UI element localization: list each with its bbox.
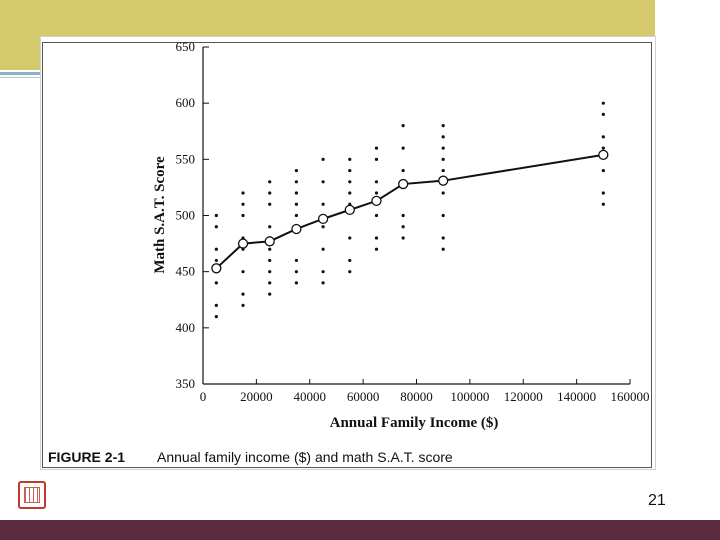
scatter-point [402, 147, 405, 150]
figure-number: FIGURE 2-1 [48, 449, 126, 465]
scatter-point [321, 203, 324, 206]
scatter-point [268, 259, 271, 262]
scatter-point [442, 191, 445, 194]
mean-line-path [216, 155, 603, 268]
scatter-point [442, 124, 445, 127]
scatter-point [348, 236, 351, 239]
scatter-point [375, 214, 378, 217]
scatter-point [215, 225, 218, 228]
scatter-point [602, 135, 605, 138]
x-tick-labels [200, 389, 650, 404]
mean-marker [319, 214, 328, 223]
x-axis-label: Annual Family Income ($) [329, 415, 499, 431]
y-tick-label: 500 [175, 207, 195, 223]
scatter-point [402, 214, 405, 217]
y-tick-label: 650 [175, 39, 195, 54]
scatter-point [215, 315, 218, 318]
scatter-point [241, 203, 244, 206]
y-axis-label: Math S.A.T. Score [152, 156, 168, 274]
y-tick-label: 350 [175, 376, 195, 391]
scatter-point [348, 270, 351, 273]
scatter-point [295, 259, 298, 262]
scatter-point [442, 214, 445, 217]
mean-marker [372, 196, 381, 205]
scatter-point [295, 214, 298, 217]
bottom-bar [0, 520, 720, 540]
scatter-point [295, 180, 298, 183]
scatter-point [602, 102, 605, 105]
y-tick-label: 400 [175, 319, 195, 335]
scatter-point [402, 225, 405, 228]
scatter-point [321, 281, 324, 284]
scatter-point [375, 248, 378, 251]
x-tick-label: 40000 [293, 389, 326, 404]
page-number: 21 [648, 492, 666, 509]
scatter-points [215, 102, 605, 319]
scatter-point [268, 281, 271, 284]
seal-logo-icon [18, 481, 46, 509]
scatter-point [241, 191, 244, 194]
scatter-point [348, 158, 351, 161]
scatter-point [375, 180, 378, 183]
scatter-point [215, 259, 218, 262]
scatter-point [375, 236, 378, 239]
scatter-point [321, 180, 324, 183]
seal-logo-inner [24, 487, 40, 503]
scatter-point [215, 304, 218, 307]
mean-marker [265, 237, 274, 246]
scatter-point [295, 191, 298, 194]
scatter-point [321, 225, 324, 228]
scatter-point [375, 158, 378, 161]
x-tick-label: 160000 [610, 389, 650, 404]
scatter-point [402, 236, 405, 239]
scatter-point [241, 293, 244, 296]
scatter-point [321, 270, 324, 273]
scatter-point [295, 281, 298, 284]
scatter-point [375, 191, 378, 194]
caption-text: Annual family income ($) and math S.A.T. score [157, 449, 453, 465]
scatter-point [442, 135, 445, 138]
mean-line [212, 150, 608, 272]
scatter-point [268, 191, 271, 194]
scatter-point [268, 180, 271, 183]
mean-marker [345, 205, 354, 214]
scatter-point [268, 248, 271, 251]
mean-marker [292, 224, 301, 233]
scatter-point [348, 191, 351, 194]
scatter-point [241, 304, 244, 307]
scatter-point [375, 147, 378, 150]
scatter-point [215, 214, 218, 217]
y-tick-label: 600 [175, 95, 195, 111]
y-tick-labels [176, 39, 196, 391]
chart-axes [203, 47, 630, 384]
x-tick-label: 120000 [503, 389, 543, 404]
scatter-point [241, 214, 244, 217]
scatter-point [268, 270, 271, 273]
scatter-point [295, 270, 298, 273]
y-tick-label: 450 [175, 263, 195, 279]
x-tick-label: 80000 [400, 389, 433, 404]
x-tick-label: 60000 [346, 389, 380, 404]
mean-marker [439, 176, 448, 185]
figure-caption [48, 449, 453, 465]
scatter-point [268, 203, 271, 206]
x-tick-label: 100000 [450, 389, 490, 404]
x-tick-label: 0 [199, 389, 207, 404]
scatter-point [602, 191, 605, 194]
scatter-point [295, 203, 298, 206]
scatter-point [241, 270, 244, 273]
scatter-point [215, 248, 218, 251]
scatter-point [602, 113, 605, 116]
scatter-point [321, 248, 324, 251]
scatter-point [321, 158, 324, 161]
scatter-point [442, 169, 445, 172]
mean-marker [212, 264, 221, 273]
scatter-point [348, 259, 351, 262]
mean-marker [599, 150, 608, 159]
scatter-point [442, 158, 445, 161]
scatter-point [442, 248, 445, 251]
scatter-point [602, 169, 605, 172]
scatter-point [442, 147, 445, 150]
y-tick-label: 550 [175, 151, 195, 167]
scatter-point [268, 293, 271, 296]
scatter-point [268, 225, 271, 228]
mean-marker [399, 180, 408, 189]
scatter-point [215, 281, 218, 284]
scatter-point [602, 147, 605, 150]
scatter-point [402, 124, 405, 127]
scatter-point [348, 169, 351, 172]
mean-marker [239, 239, 248, 248]
scatter-point [295, 169, 298, 172]
scatter-point [602, 203, 605, 206]
scatter-point [442, 236, 445, 239]
x-tick-label: 140000 [557, 389, 597, 404]
scatter-point [402, 169, 405, 172]
scatter-point [348, 180, 351, 183]
x-tick-label: 20000 [240, 389, 273, 404]
